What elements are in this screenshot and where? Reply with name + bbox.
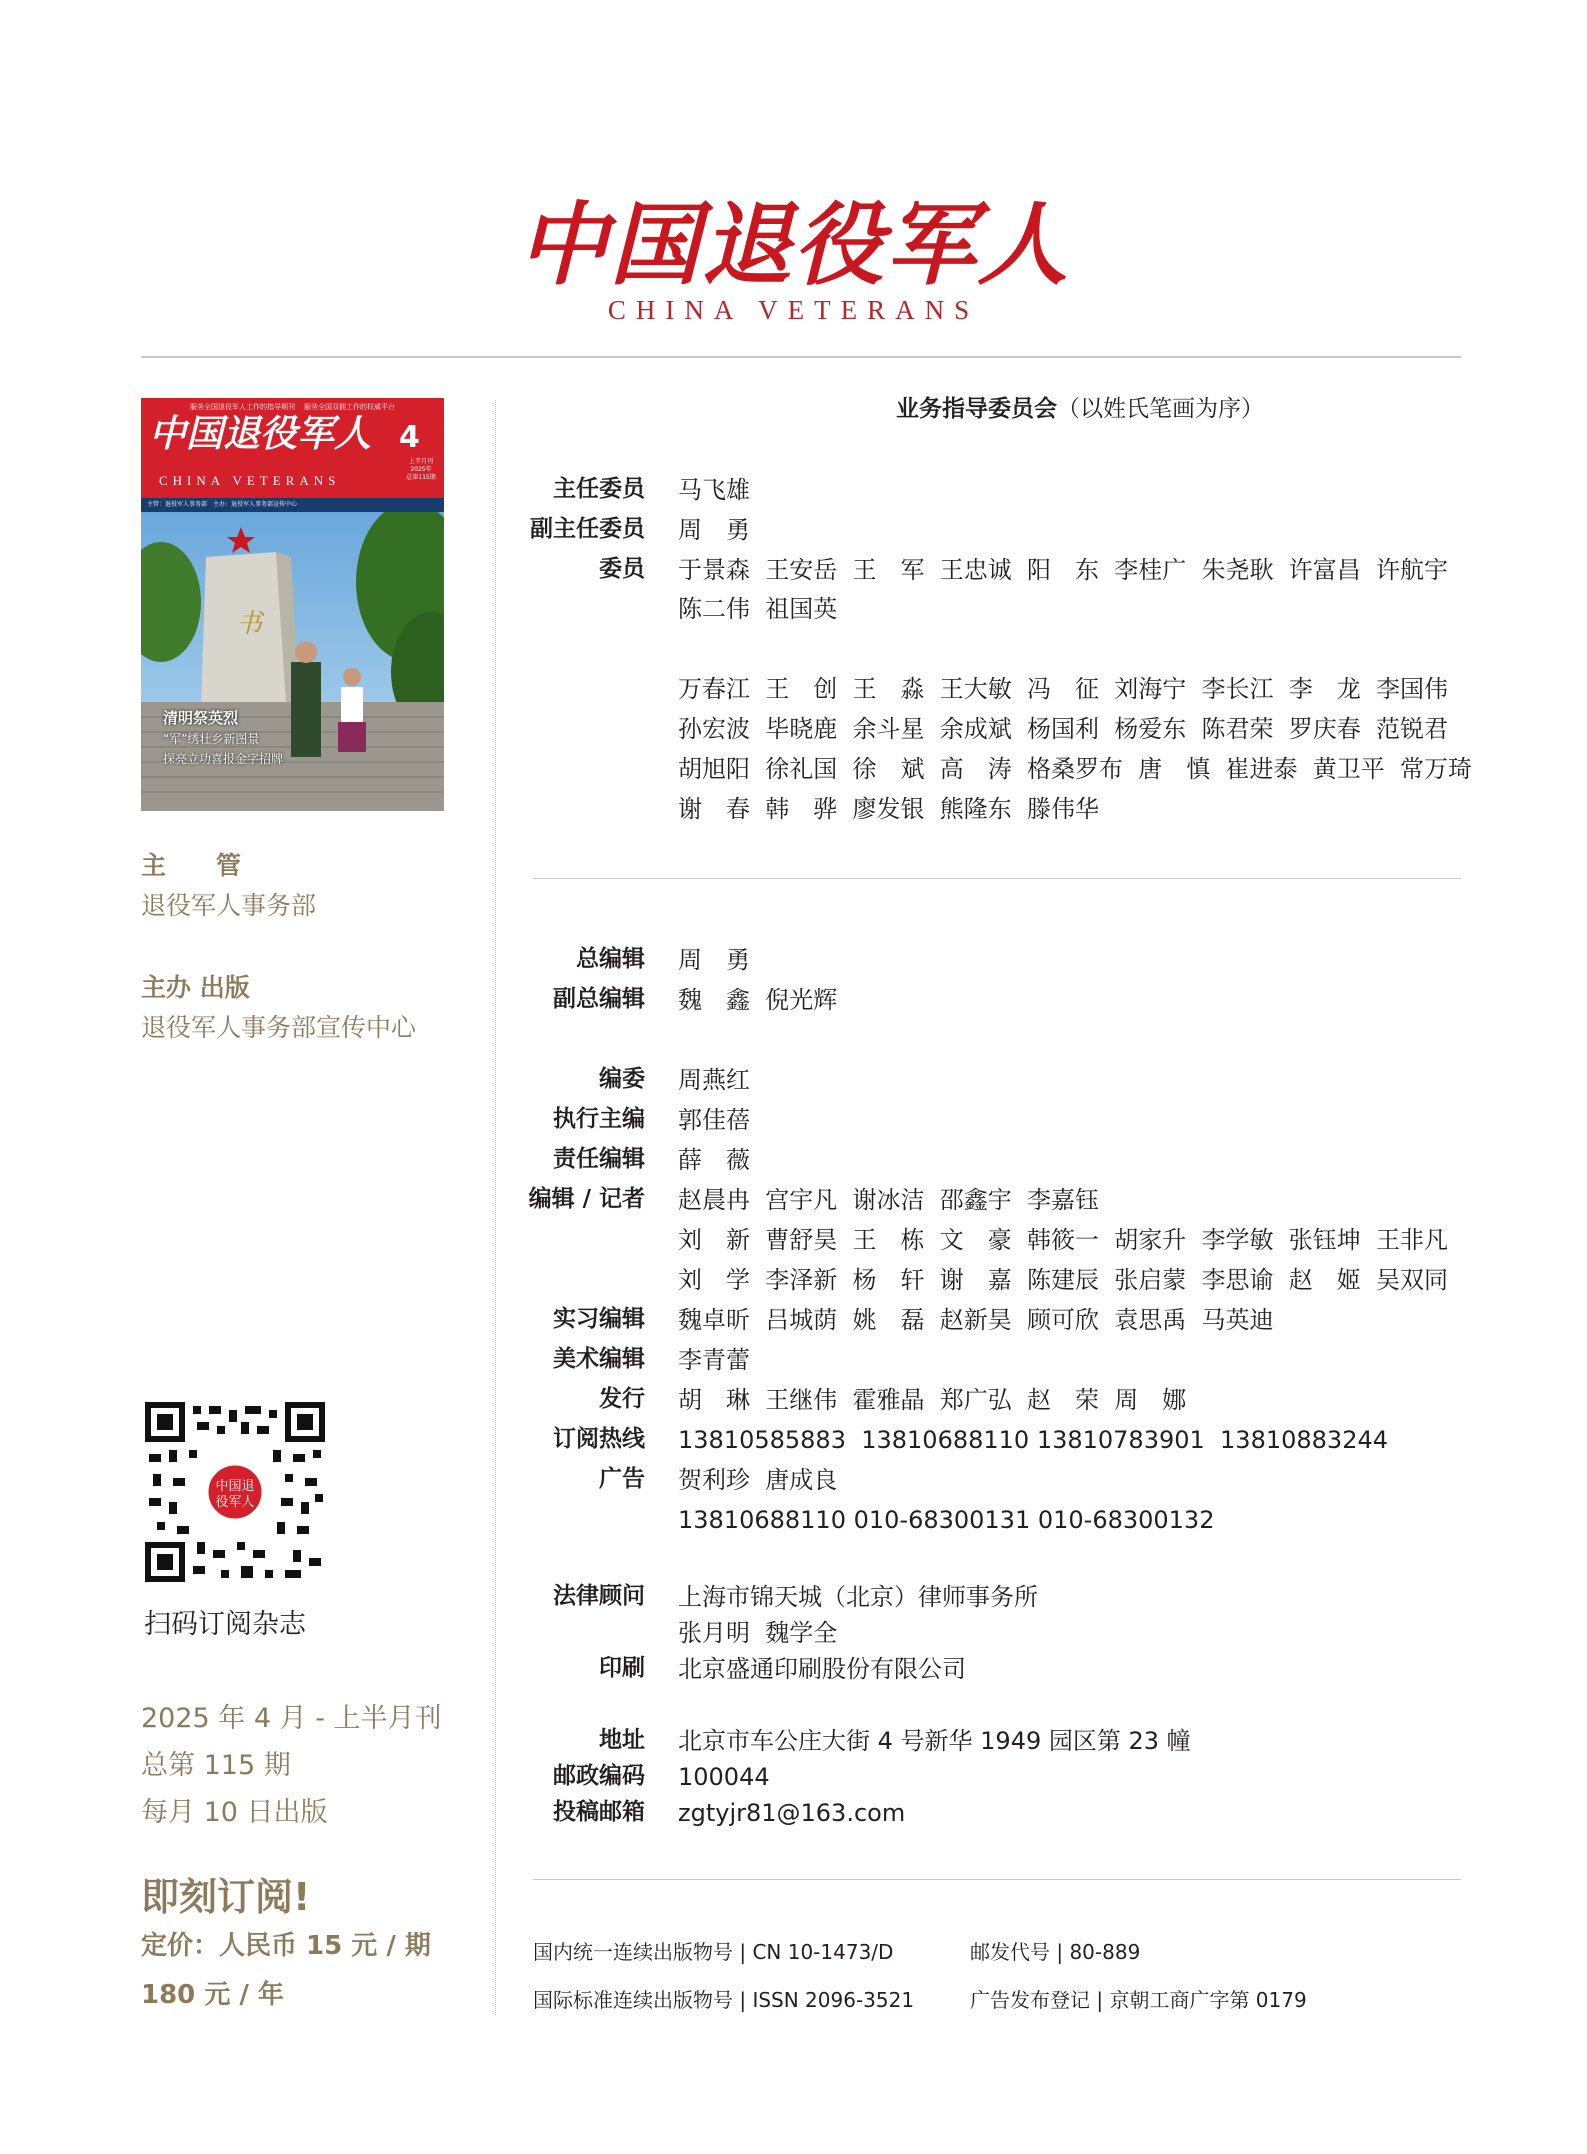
- address-value: 北京市车公庄大街 4 号新华 1949 园区第 23 幢: [678, 1727, 1191, 1755]
- cover-title: 中国退役军人: [149, 411, 371, 455]
- advertising-phones: 13810688110 010-68300131 010-68300132: [678, 1506, 1215, 1534]
- credit-value: 刘 新 曹舒昊 王 栋 文 豪 韩筱一 胡家升 李学敏 张钰坤 王非凡: [678, 1226, 1449, 1254]
- svg-text:中国退: 中国退: [215, 1479, 255, 1494]
- cn-serial-number: 国内统一连续出版物号 | CN 10-1473/D: [533, 1940, 894, 1964]
- credit-value: 周燕红: [678, 1066, 750, 1094]
- credit-label: 印刷: [599, 1655, 645, 1681]
- cover-side-line: 总第115期: [406, 474, 436, 481]
- credit-value: 赵晨冉 宫宇凡 谢冰洁 邵鑫宇 李嘉钰: [678, 1186, 1100, 1214]
- credit-label: 编委: [599, 1066, 645, 1092]
- credit-label: 编辑 / 记者: [528, 1186, 645, 1212]
- credit-value: 马飞雄: [678, 476, 750, 504]
- supervisor-value: 退役军人事务部: [141, 891, 317, 920]
- credit-value: 魏卓昕 吕城荫 姚 磊 赵新昊 顾可欣 袁思禹 马英迪: [678, 1306, 1274, 1334]
- sponsor-label: 主办 出版: [141, 973, 250, 1002]
- credit-label: 发行: [599, 1386, 645, 1412]
- credit-value: 北京盛通印刷股份有限公司: [678, 1655, 966, 1683]
- price-per-year: 180 元 / 年: [141, 1980, 284, 2010]
- masthead-subtitle: CHINA VETERANS: [607, 295, 980, 325]
- credit-label: 法律顾问: [553, 1583, 645, 1609]
- credit-value: 胡 琳 王继伟 霍雅晶 郑广弘 赵 荣 周 娜: [678, 1386, 1187, 1414]
- cover-image: [141, 398, 444, 811]
- cover-side-line: 上半月刊: [408, 458, 433, 465]
- credit-value: 谢 春 韩 骅 廖发银 熊隆东 滕伟华: [678, 795, 1100, 823]
- credit-value: 陈二伟 祖国英: [678, 595, 838, 623]
- credit-label: 实习编辑: [553, 1306, 645, 1332]
- svg-text:役军人: 役军人: [215, 1495, 255, 1510]
- credit-value: 张月明 魏学全: [678, 1619, 838, 1647]
- supervisor-label: 主 管: [141, 851, 242, 880]
- price-per-issue: 定价：人民币 15 元 / 期: [141, 1931, 431, 1961]
- total-issue: 总第 115 期: [141, 1750, 291, 1781]
- credit-value: 胡旭阳 徐礼国 徐 斌 高 涛 格桑罗布 唐 慎 崔进泰 黄卫平 常万琦: [678, 755, 1473, 783]
- credit-value: 周 勇: [678, 516, 750, 544]
- credit-label: 副总编辑: [553, 986, 645, 1012]
- issue-date: 2025 年 4 月 - 上半月刊: [141, 1703, 442, 1734]
- masthead-title: 中国退役军人: [517, 192, 1070, 298]
- cover-headline: 探亮立功喜报金字招牌: [163, 752, 284, 766]
- issn-number: 国际标准连续出版物号 | ISSN 2096-3521: [533, 1988, 915, 2012]
- credit-value: 魏 鑫 倪光辉: [678, 986, 838, 1014]
- cover-top-right: 服务全国双拥工作的权威平台: [303, 403, 395, 411]
- postal-distribution-code: 邮发代号 | 80-889: [970, 1940, 1141, 1964]
- qr-caption: 扫码订阅杂志: [144, 1609, 306, 1640]
- credit-value: 郭佳蓓: [678, 1106, 750, 1134]
- qr-code[interactable]: [145, 1402, 325, 1582]
- credit-value: 万春江 王 创 王 淼 王大敏 冯 征 刘海宁 李长江 李 龙 李国伟: [678, 675, 1449, 703]
- committee-title-note: （以姓氏笔画为序）: [1057, 396, 1264, 422]
- postal-code-value: 100044: [678, 1763, 770, 1791]
- ad-license-number: 广告发布登记 | 京朝工商广字第 0179: [970, 1988, 1307, 2012]
- credit-value: 孙宏波 毕晓鹿 余斗星 余成斌 杨国利 杨爱东 陈君荣 罗庆春 范锐君: [678, 715, 1449, 743]
- credit-value: 薛 薇: [678, 1146, 750, 1174]
- section-divider: [533, 878, 1461, 879]
- credit-value: 刘 学 李泽新 杨 轩 谢 嘉 陈建辰 张启蒙 李思谕 赵 姬 吴双同: [678, 1266, 1449, 1294]
- top-divider: [141, 356, 1461, 358]
- cover-headline: “军”绣壮乡新图景: [163, 732, 260, 746]
- credit-label: 投稿邮箱: [553, 1799, 645, 1825]
- credit-label: 美术编辑: [553, 1346, 645, 1372]
- credit-label: 订阅热线: [553, 1426, 645, 1452]
- cover-title-en: CHINA VETERANS: [159, 473, 341, 488]
- submission-email[interactable]: zgtyjr81@163.com: [678, 1799, 906, 1827]
- credit-label: 主任委员: [553, 476, 645, 502]
- credit-label: 总编辑: [576, 946, 645, 972]
- subscribe-cta: 即刻订阅!: [141, 1875, 311, 1919]
- cover-publisher-strip: 主管：退役军人事务部 主办：退役军人事务部宣传中心: [141, 498, 444, 512]
- cover-headline: 清明祭英烈: [163, 709, 239, 727]
- credit-value: 于景森 王安岳 王 军 王忠诚 阳 东 李桂广 朱尧耿 许富昌 许航宇: [678, 556, 1449, 584]
- committee-title-main: 业务指导委员会: [896, 396, 1057, 422]
- sponsor-value: 退役军人事务部宣传中心: [141, 1013, 417, 1042]
- credit-label: 委员: [599, 556, 645, 582]
- credit-label: 广告: [599, 1466, 645, 1492]
- credit-value: 上海市锦天城（北京）律师事务所: [678, 1583, 1038, 1611]
- subscription-hotline: 13810585883 13810688110 13810783901 13810883244: [678, 1426, 1389, 1454]
- cover-issue-number: 4: [399, 420, 420, 455]
- cover-side-line: 2025年: [410, 466, 432, 473]
- publish-day: 每月 10 日出版: [141, 1797, 328, 1828]
- cover-top-left: 服务全国退役军人工作的指导期刊: [190, 403, 296, 411]
- credit-label: 副主任委员: [530, 516, 645, 542]
- section-divider: [533, 1879, 1461, 1880]
- credit-label: 地址: [599, 1727, 645, 1753]
- credit-value: 周 勇: [678, 946, 750, 974]
- credit-value: 贺利珍 唐成良: [678, 1466, 838, 1494]
- credit-value: 李青蕾: [678, 1346, 750, 1374]
- committee-title: [700, 396, 1460, 424]
- svg-text:书: 书: [236, 609, 263, 639]
- credit-label: 执行主编: [553, 1106, 645, 1132]
- cover-side-info: [399, 458, 443, 482]
- credit-label: 责任编辑: [553, 1146, 645, 1172]
- credit-label: 邮政编码: [553, 1763, 645, 1789]
